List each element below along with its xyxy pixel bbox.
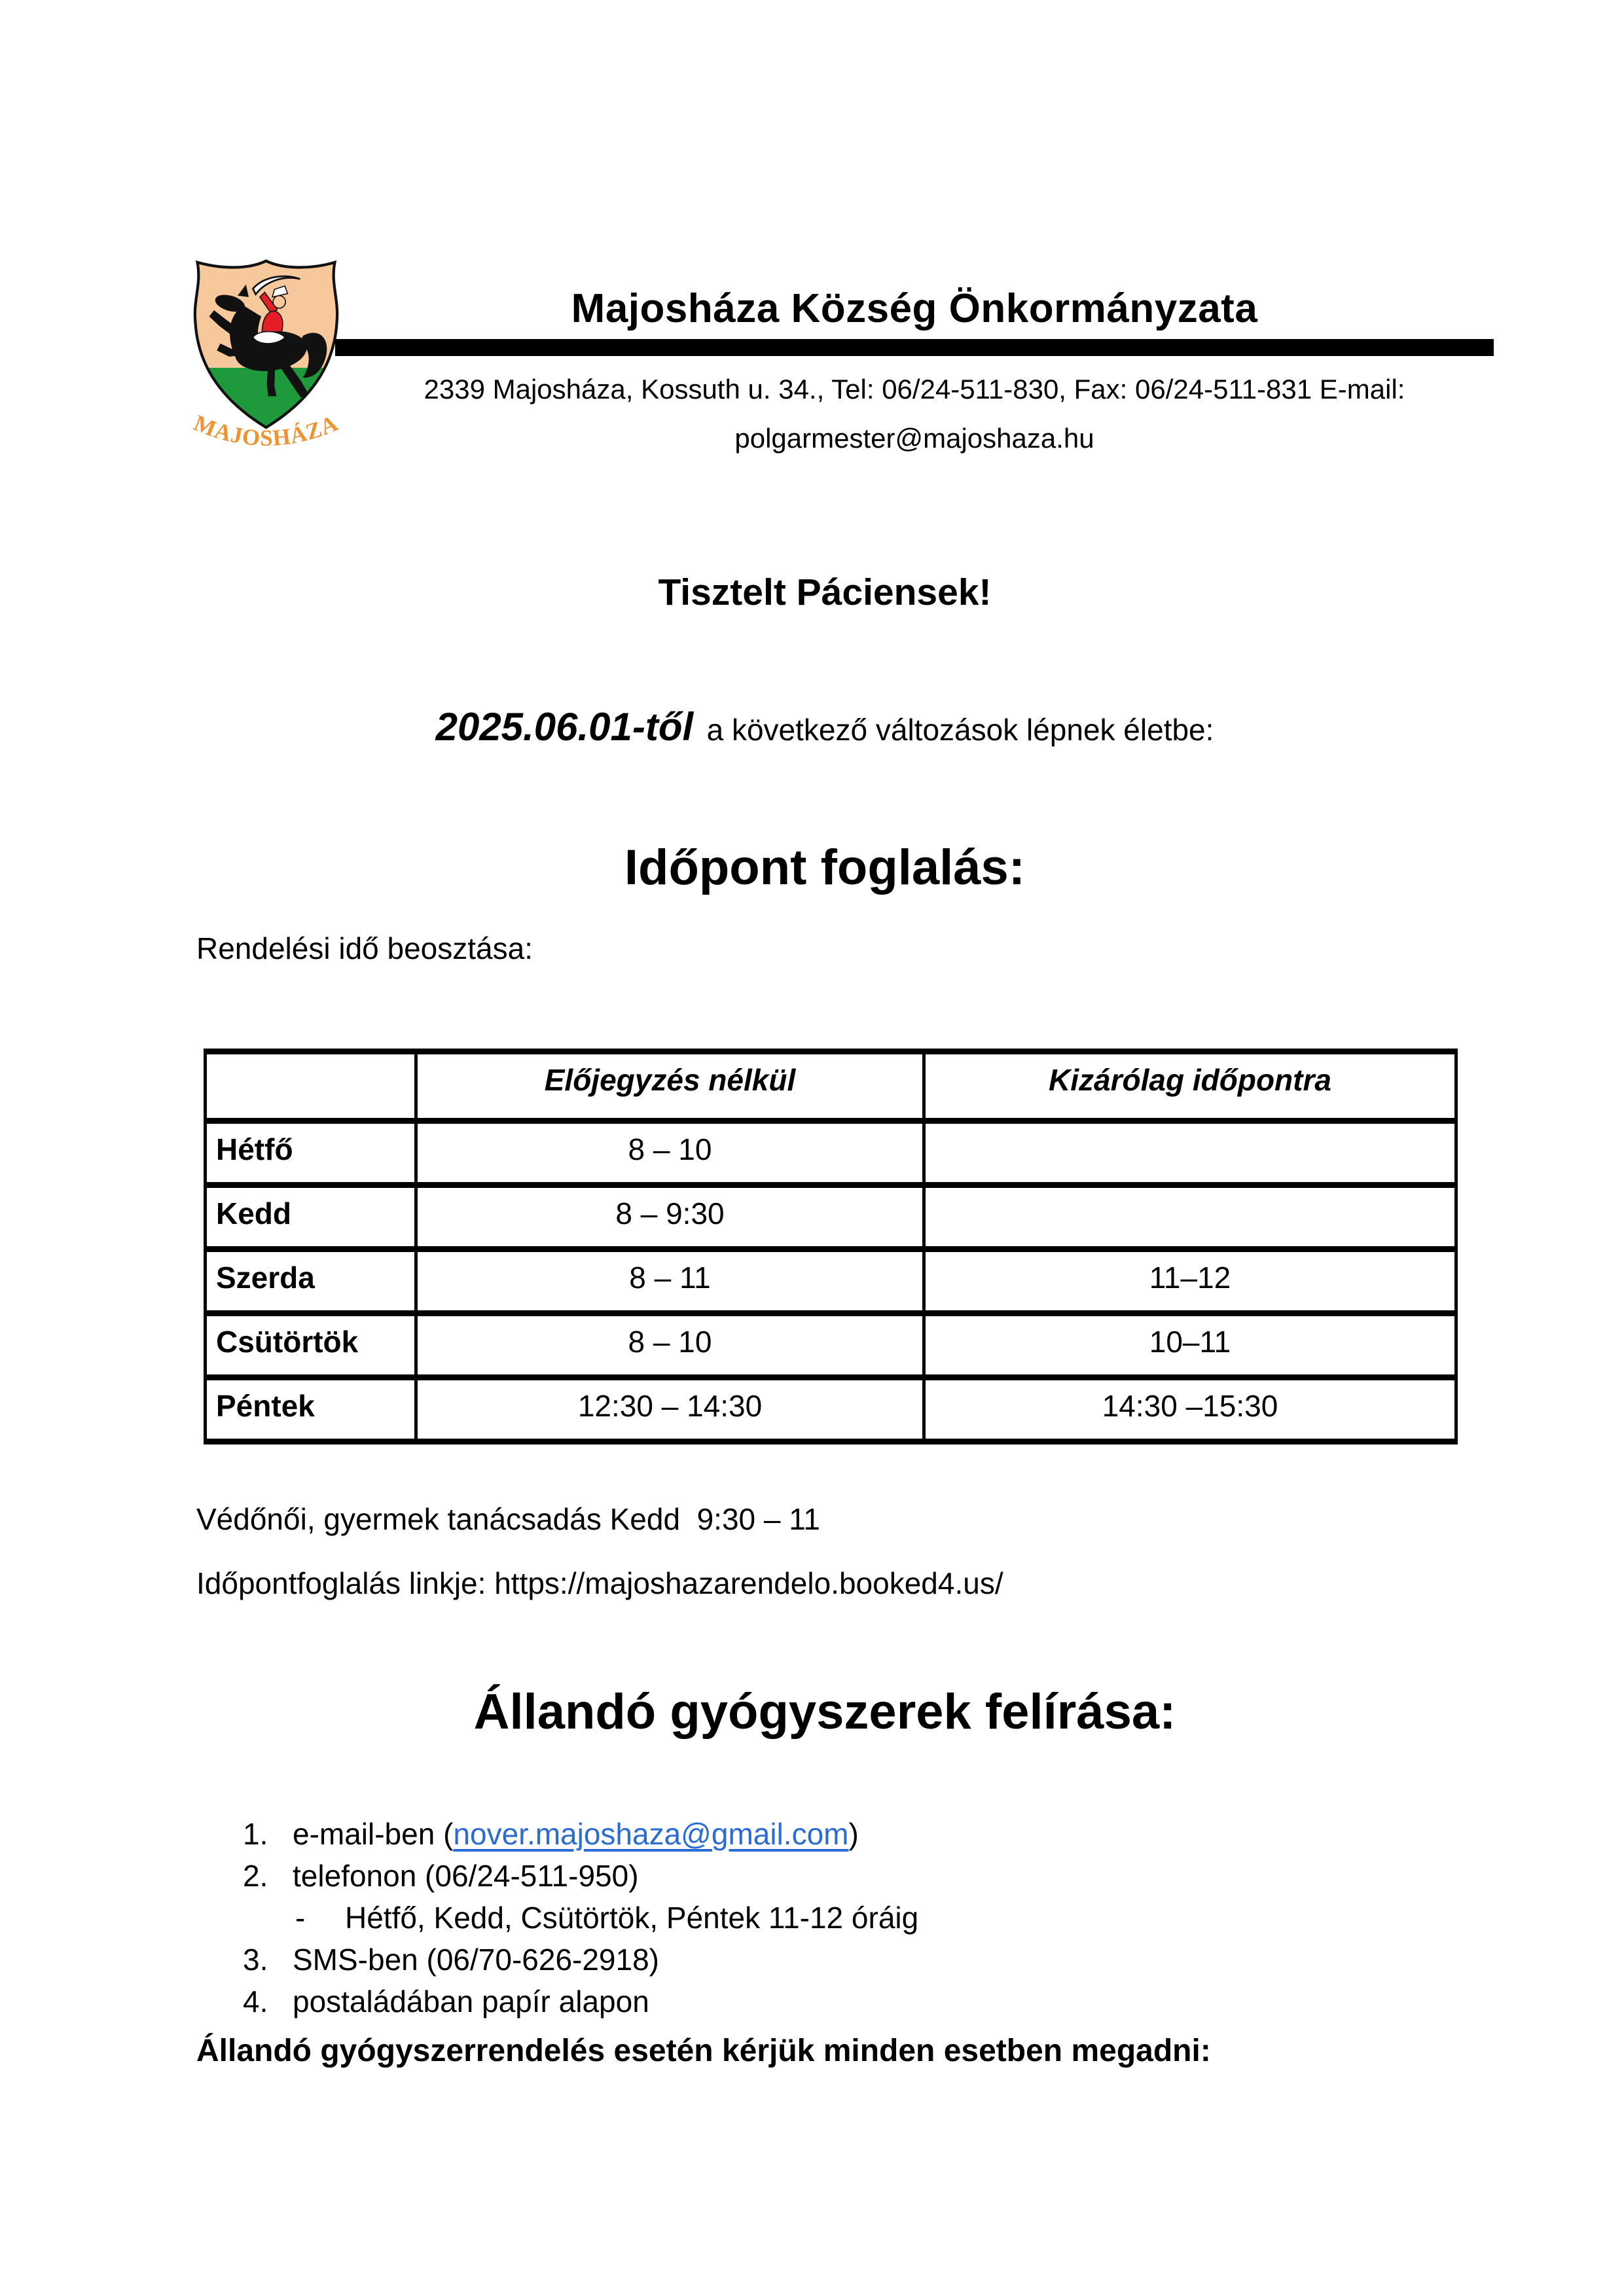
prescription-options-list — [243, 1817, 918, 2026]
email-option-suffix: ) — [848, 1817, 859, 1851]
walkin-cell: 8 – 9:30 — [416, 1185, 924, 1249]
list-item-number: 3. — [243, 1943, 268, 1977]
day-cell: Kedd — [206, 1185, 416, 1249]
table-row — [206, 1314, 1456, 1378]
list-item — [243, 1817, 918, 1851]
address-line-1: 2339 Majosháza, Kossuth u. 34., Tel: 06/24-511-830, Fax: 06/24-511-831 E-mail: — [424, 374, 1405, 405]
day-cell: Péntek — [206, 1378, 416, 1442]
section-heading-booking: Időpont foglalás: — [624, 840, 1026, 895]
municipality-logo — [185, 253, 347, 461]
day-cell: Hétfő — [206, 1121, 416, 1185]
section-heading-prescriptions: Állandó gyógyszerek felírása: — [473, 1684, 1176, 1740]
list-item-text — [293, 1817, 859, 1851]
walkin-cell: 8 – 10 — [416, 1314, 924, 1378]
list-item-number: 1. — [243, 1817, 268, 1851]
list-item — [243, 1859, 918, 1893]
email-option-prefix: e-mail-ben ( — [293, 1817, 454, 1851]
page-title: Majosháza Község Önkormányzata — [571, 286, 1258, 331]
list-subitem-text: Hétfő, Kedd, Csütörtök, Péntek 11-12 óráig — [345, 1901, 919, 1935]
list-subitem — [243, 1901, 918, 1935]
appointment-cell — [924, 1121, 1456, 1185]
schedule-header-row — [206, 1052, 1456, 1121]
appointment-cell: 10–11 — [924, 1314, 1456, 1378]
list-subitem-dash: - — [295, 1901, 306, 1935]
effective-date-text: a következő változások lépnek életbe: — [706, 713, 1214, 747]
schedule-intro: Rendelési idő beosztása: — [196, 931, 533, 965]
schedule-col-appointment: Kizárólag időpontra — [924, 1052, 1456, 1121]
schedule-col-walkin: Előjegyzés nélkül — [416, 1052, 924, 1121]
booking-link-line — [196, 1566, 1003, 1601]
list-item-number: 2. — [243, 1859, 268, 1893]
day-cell: Csütörtök — [206, 1314, 416, 1378]
logo-arc-text: MAJOSHÁZA — [190, 410, 342, 451]
list-item-number: 4. — [243, 1984, 268, 2018]
list-item — [243, 1943, 918, 1977]
walkin-cell: 12:30 – 14:30 — [416, 1378, 924, 1442]
table-row — [206, 1185, 1456, 1249]
schedule-table — [204, 1049, 1458, 1444]
appointment-cell: 11–12 — [924, 1249, 1456, 1314]
prescription-requirements-note: Állandó gyógyszerrendelés esetén kérjük minden esetben megadni: — [196, 2034, 1211, 2068]
list-item-text: telefonon (06/24-511-950) — [293, 1859, 639, 1893]
salutation: Tisztelt Páciensek! — [658, 571, 992, 613]
walkin-cell: 8 – 10 — [416, 1121, 924, 1185]
day-cell: Szerda — [206, 1249, 416, 1314]
list-item-text: SMS-ben (06/70-626-2918) — [293, 1943, 659, 1977]
header-divider-bar — [335, 339, 1494, 356]
table-row — [206, 1378, 1456, 1442]
table-row — [206, 1249, 1456, 1314]
schedule-col-day — [206, 1052, 416, 1121]
email-link[interactable]: nover.majoshaza@gmail.com — [453, 1817, 849, 1851]
nurse-advisory-line: Védőnői, gyermek tanácsadás Kedd 9:30 – 11 — [196, 1502, 821, 1536]
table-row — [206, 1121, 1456, 1185]
address-line-2: polgarmester@majoshaza.hu — [734, 422, 1094, 454]
effective-date-line — [196, 704, 1453, 749]
letterhead — [335, 287, 1494, 455]
effective-date: 2025.06.01-től — [435, 705, 694, 749]
appointment-cell: 14:30 –15:30 — [924, 1378, 1456, 1442]
list-item-text: postaládában papír alapon — [293, 1984, 649, 2018]
booking-link-url: https://majoshazarendelo.booked4.us/ — [494, 1566, 1003, 1600]
booking-link-label: Időpontfoglalás linkje: — [196, 1566, 486, 1600]
appointment-cell — [924, 1185, 1456, 1249]
walkin-cell: 8 – 11 — [416, 1249, 924, 1314]
list-item — [243, 1984, 918, 2018]
